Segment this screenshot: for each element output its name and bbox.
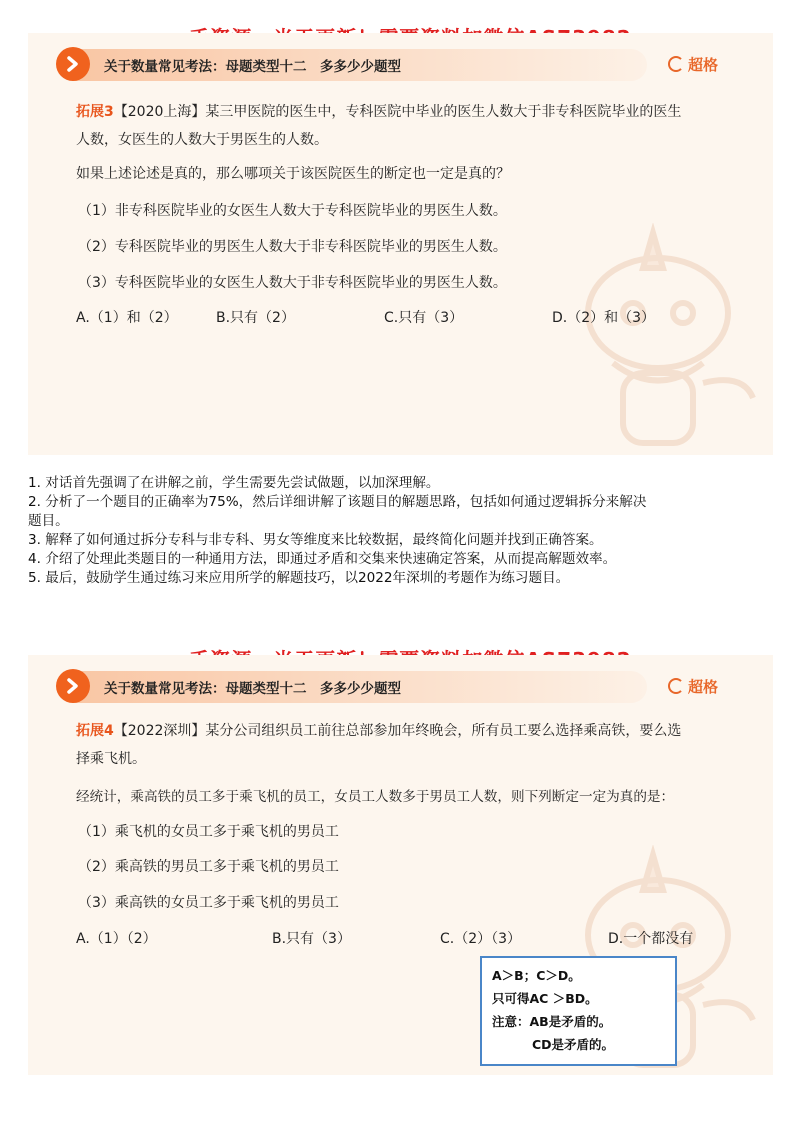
summary-item: 5. 最后，鼓励学生通过练习来应用所学的解题技巧，以2022年深圳的考题作为练习题目。 (28, 570, 570, 586)
header-title: 关于数量常见考法：母题类型十二 多多少少题型 (104, 681, 401, 697)
chevron-right-icon (56, 669, 90, 703)
header-title: 关于数量常见考法：母题类型十二 多多少少题型 (104, 59, 401, 75)
section-header (28, 49, 773, 81)
question-stem: 拓展4【2022深圳】某分公司组织员工前往总部参加年终晚会，所有员工要么选择乘高铁，要么选 择乘飞机。 (76, 723, 682, 767)
note-line: CD是矛盾的。 (532, 1037, 615, 1052)
statement-item: （2）专科医院毕业的男医生人数大于非专科医院毕业的男医生人数。 (78, 239, 507, 255)
mascot-watermark-icon (553, 223, 763, 453)
section-header (28, 671, 773, 703)
option-c: C.只有（3） (384, 310, 464, 326)
note-line: 只可得AC ＞BD。 (492, 991, 598, 1006)
answer-options (76, 304, 766, 332)
question-stem: 拓展3【2020上海】某三甲医院的医生中，专科医院中毕业的医生人数大于非专科医院毕业的医生 人数，女医生的人数大于男医生的人数。 (76, 104, 682, 148)
question-source: 【2020上海】 (113, 104, 206, 120)
slide-1 (28, 33, 773, 455)
option-d: D.（2）和（3） (552, 310, 656, 326)
note-line: 注意：AB是矛盾的。 (492, 1014, 612, 1029)
brand-logo: 超格 (668, 54, 718, 75)
option-a: A.（1）（2） (76, 931, 157, 947)
question-source: 【2022深圳】 (113, 723, 206, 739)
option-b: B.只有（2） (216, 310, 295, 326)
brand-logo: 超格 (668, 676, 718, 697)
summary-item: 题目。 (28, 513, 69, 529)
brand-g-icon (668, 678, 684, 694)
option-a: A.（1）和（2） (76, 310, 178, 326)
option-c: C.（2）（3） (440, 931, 522, 947)
summary-item: 1. 对话首先强调了在讲解之前，学生需要先尝试做题，以加深理解。 (28, 475, 440, 491)
summary-item: 4. 介绍了处理此类题目的一种通用方法，即通过矛盾和交集来快速确定答案，从而提高解题效率。 (28, 551, 617, 567)
summary-item: 3. 解释了如何通过拆分专科与非专科、男女等维度来比较数据，最终简化问题并找到正确答案。 (28, 532, 603, 548)
statement-item: （2）乘高铁的男员工多于乘飞机的男员工 (78, 859, 339, 875)
statement-item: （3）专科医院毕业的女医生人数大于非专科医院毕业的男医生人数。 (78, 275, 507, 291)
answer-options (76, 925, 766, 953)
question-ask: 如果上述论述是真的，那么哪项关于该医院医生的断定也一定是真的？ (76, 166, 510, 182)
option-b: B.只有（3） (272, 931, 351, 947)
annotation-box (480, 956, 677, 1066)
statement-item: （3）乘高铁的女员工多于乘飞机的男员工 (78, 895, 339, 911)
summary-item: 2. 分析了一个题目的正确率为75%，然后详细讲解了该题目的解题思路，包括如何通过逻辑拆分来解决 (28, 494, 647, 510)
brand-g-icon (668, 56, 684, 72)
question-ask: 经统计，乘高铁的员工多于乘飞机的员工，女员工人数多于男员工人数，则下列断定一定为真的是： (76, 789, 675, 805)
chevron-right-icon (56, 47, 90, 81)
statement-item: （1）非专科医院毕业的女医生人数大于专科医院毕业的男医生人数。 (78, 203, 507, 219)
question-tag: 拓展4 (76, 723, 114, 739)
option-d: D.一个都没有 (608, 931, 694, 947)
note-line: A＞B；C＞D。 (492, 968, 581, 983)
summary-list (28, 474, 773, 588)
statement-item: （1）乘飞机的女员工多于乘飞机的男员工 (78, 824, 339, 840)
question-tag: 拓展3 (76, 104, 114, 120)
